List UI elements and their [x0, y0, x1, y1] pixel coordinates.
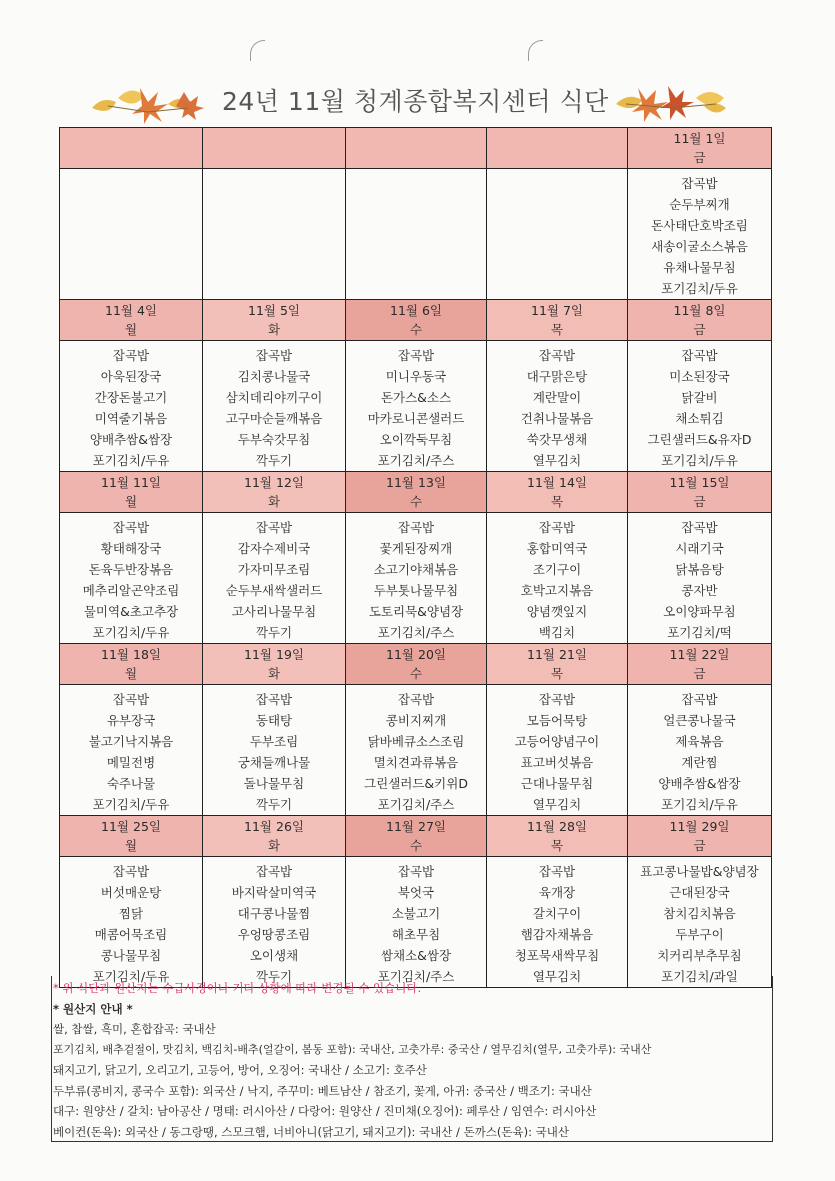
- change-notice: * 위 식단과 원산지는 수급사정이나 기타 상황에 따라 변경될 수 있습니다.: [53, 981, 422, 995]
- day-of-week: 월: [124, 322, 138, 337]
- dish: 미니우동국: [385, 369, 447, 384]
- dish: 잡곡밥: [255, 692, 293, 707]
- dish: 잡곡밥: [538, 864, 576, 879]
- dish: 잡곡밥: [397, 520, 435, 535]
- day-header: [203, 816, 346, 857]
- day-header: [346, 472, 487, 513]
- dish: 돌나물무침: [243, 776, 305, 791]
- day-of-week: 월: [124, 666, 138, 681]
- day-menu-empty: [203, 169, 346, 300]
- dish: 간장돈불고기: [94, 390, 168, 405]
- day-menu: [487, 857, 628, 988]
- week-2-header-row: [60, 300, 772, 341]
- dish: 잡곡밥: [112, 520, 150, 535]
- origin-line: 돼지고기, 닭고기, 오리고기, 고등어, 방어, 오징어: 국내산 / 소고기: 호주산: [53, 1063, 427, 1077]
- dish: 계란찜: [681, 755, 718, 770]
- dish: 갈치구이: [532, 906, 582, 921]
- day-menu-empty: [60, 169, 203, 300]
- dish: 고구마순들깨볶음: [225, 411, 323, 426]
- day-header: [487, 128, 628, 169]
- day-menu: [60, 857, 203, 988]
- dish: 깍두기: [255, 969, 293, 984]
- dish: 유부장국: [106, 713, 156, 728]
- dish: 잡곡밥: [681, 176, 718, 191]
- dish: 두부구이: [675, 927, 724, 942]
- dish: 바지락살미역국: [231, 885, 317, 900]
- dish: 잡곡밥: [681, 692, 718, 707]
- origin-line: 베이컨(돈육): 외국산 / 동그랑땡, 스모크햄, 너비아니(닭고기, 돼지고기): 국내산 / 돈까스(돈육): 국내산: [53, 1124, 569, 1139]
- day-date: 11월 8일: [673, 303, 726, 318]
- dish: 포기김치/두유: [661, 453, 738, 468]
- day-date: 11월 12일: [244, 475, 304, 490]
- dish: 양념깻잎지: [526, 604, 588, 619]
- page-title: 24년 11월 청계종합복지센터 식단: [222, 87, 609, 116]
- dish: 돈사태단호박조림: [651, 218, 748, 233]
- dish: 참치김치볶음: [663, 906, 736, 921]
- day-menu: [60, 685, 203, 816]
- dish: 잡곡밥: [397, 348, 435, 363]
- dish: 홍합미역국: [526, 541, 588, 556]
- day-of-week: 목: [550, 666, 564, 681]
- dish: 잡곡밥: [255, 348, 293, 363]
- week-4-header-row: [60, 644, 772, 685]
- day-header: [628, 472, 772, 513]
- week-3-menu-row: [60, 513, 772, 644]
- day-date: 11월 15일: [669, 475, 730, 490]
- day-date: 11월 28일: [527, 819, 587, 834]
- dish: 꽃게된장찌개: [379, 541, 453, 556]
- dish: 그린샐러드&유자D: [647, 432, 752, 447]
- dish: 미소된장국: [669, 369, 730, 384]
- dish: 소불고기: [391, 906, 441, 921]
- dish: 포기김치/주스: [377, 797, 455, 812]
- dish: 돈가스&소스: [380, 390, 452, 405]
- dish: 포기김치/두유: [661, 281, 738, 296]
- dish: 돈육두반장볶음: [88, 562, 174, 577]
- dish: 잡곡밥: [538, 692, 576, 707]
- dish: 육개장: [538, 885, 576, 900]
- dish: 닭갈비: [681, 390, 718, 405]
- day-date: 11월 29일: [669, 819, 730, 834]
- dish: 조기구이: [532, 562, 582, 577]
- dish: 콩비지찌개: [385, 713, 447, 728]
- day-header: [60, 128, 203, 169]
- day-menu: [203, 513, 346, 644]
- dish: 치커리부추무침: [657, 948, 742, 963]
- day-date: 11월 18일: [101, 647, 161, 662]
- day-date: 11월 4일: [105, 303, 157, 318]
- day-of-week: 금: [693, 150, 706, 165]
- dish: 대구콩나물찜: [237, 906, 311, 921]
- day-menu: [628, 341, 772, 472]
- day-header: [60, 816, 203, 857]
- day-date: 11월 1일: [673, 131, 726, 146]
- dish: 청포묵새싹무침: [514, 948, 600, 963]
- dish: 잡곡밥: [397, 864, 435, 879]
- day-date: 11월 11일: [101, 475, 161, 490]
- day-menu: [203, 857, 346, 988]
- dish: 동태탕: [255, 713, 293, 728]
- day-header: [203, 300, 346, 341]
- week-2-menu-row: [60, 341, 772, 472]
- dish: 북엇국: [397, 885, 435, 900]
- dish: 근대나물무침: [520, 776, 594, 791]
- day-header: [60, 472, 203, 513]
- day-menu: [628, 169, 772, 300]
- day-of-week: 목: [550, 322, 564, 337]
- dish: 포기김치/두유: [92, 453, 170, 468]
- dish: 버섯매운탕: [100, 885, 162, 900]
- dish: 포기김치/주스: [377, 625, 455, 640]
- dish: 가자미무조림: [237, 562, 311, 577]
- dish: 얼큰콩나물국: [663, 713, 736, 728]
- dish: 물미역&초고추장: [83, 604, 179, 619]
- week-3-header-row: [60, 472, 772, 513]
- dish: 표고콩나물밥&양념장: [640, 864, 759, 879]
- day-date: 11월 5일: [248, 303, 300, 318]
- dish: 순두부새싹샐러드: [225, 583, 323, 598]
- day-header: [346, 300, 487, 341]
- dish: 마카로니콘샐러드: [367, 411, 465, 426]
- dish: 두부조림: [249, 734, 299, 749]
- day-menu: [203, 685, 346, 816]
- dish: 양배추쌈&쌈장: [89, 432, 173, 447]
- week-5-header-row: [60, 816, 772, 857]
- day-header: [203, 472, 346, 513]
- day-of-week: 수: [409, 494, 423, 509]
- dish: 잡곡밥: [538, 348, 576, 363]
- day-header: [487, 644, 628, 685]
- day-header: [346, 128, 487, 169]
- dish: 미역줄기볶음: [94, 411, 168, 426]
- autumn-leaves-left-icon: [88, 78, 206, 124]
- day-of-week: 금: [693, 838, 706, 853]
- dish: 호박고지볶음: [520, 583, 594, 598]
- dish: 우엉땅콩조림: [237, 927, 311, 942]
- day-header: [203, 644, 346, 685]
- dish: 깍두기: [255, 797, 293, 812]
- dish: 잡곡밥: [397, 692, 435, 707]
- day-date: 11월 19일: [244, 647, 304, 662]
- dish: 김치콩나물국: [237, 369, 311, 384]
- day-of-week: 화: [267, 494, 281, 509]
- day-of-week: 금: [693, 666, 706, 681]
- dish: 깍두기: [255, 625, 293, 640]
- dish: 잡곡밥: [681, 520, 718, 535]
- dish: 대구맑은탕: [526, 369, 588, 384]
- day-date: 11월 21일: [527, 647, 587, 662]
- dish: 오이생채: [249, 948, 299, 963]
- day-of-week: 화: [267, 838, 281, 853]
- day-menu: [60, 513, 203, 644]
- dish: 채소튀김: [675, 411, 724, 426]
- dish: 고등어양념구이: [514, 734, 600, 749]
- day-of-week: 목: [550, 494, 564, 509]
- dish: 잡곡밥: [112, 864, 150, 879]
- dish: 잡곡밥: [255, 864, 293, 879]
- dish: 닭바베큐소스조림: [367, 734, 465, 749]
- week-4-menu-row: [60, 685, 772, 816]
- day-of-week: 월: [124, 494, 138, 509]
- dish: 감자수제비국: [237, 541, 311, 556]
- dish: 포기김치/떡: [667, 625, 732, 640]
- day-header: [628, 816, 772, 857]
- day-menu-empty: [346, 169, 487, 300]
- day-header: [628, 644, 772, 685]
- day-of-week: 금: [693, 494, 706, 509]
- day-date: 11월 20일: [386, 647, 446, 662]
- day-of-week: 수: [409, 322, 423, 337]
- day-date: 11월 6일: [390, 303, 442, 318]
- dish: 모듬어묵탕: [526, 713, 588, 728]
- day-date: 11월 13일: [386, 475, 446, 490]
- menu-table: [59, 127, 772, 988]
- day-menu: [628, 685, 772, 816]
- day-menu: [487, 513, 628, 644]
- dish: 표고버섯볶음: [520, 755, 594, 770]
- day-date: 11월 25일: [101, 819, 161, 834]
- dish: 포기김치/두유: [92, 969, 170, 984]
- dish: 그린샐러드&키위D: [364, 776, 468, 791]
- dish: 열무김치: [532, 969, 582, 984]
- dish: 포기김치/두유: [92, 625, 170, 640]
- day-header: [487, 816, 628, 857]
- origin-line: 쌀, 찹쌀, 흑미, 혼합잡곡: 국내산: [53, 1022, 216, 1036]
- dish: 깍두기: [255, 453, 293, 468]
- day-header: [487, 300, 628, 341]
- dish: 포기김치/두유: [661, 797, 738, 812]
- day-of-week: 화: [267, 666, 281, 681]
- dish: 열무김치: [532, 797, 582, 812]
- dish: 잡곡밥: [681, 348, 718, 363]
- dish: 계란말이: [532, 390, 582, 405]
- day-menu: [628, 857, 772, 988]
- day-date: 11월 22일: [669, 647, 730, 662]
- dish: 순두부찌개: [669, 197, 730, 212]
- day-menu: [203, 341, 346, 472]
- origin-heading: * 원산지 안내 *: [53, 1001, 133, 1016]
- day-header: [203, 128, 346, 169]
- dish: 아욱된장국: [100, 369, 162, 384]
- dish: 두부톳나물무침: [373, 583, 459, 598]
- dish: 불고기낙지볶음: [88, 734, 174, 749]
- dish: 시래기국: [675, 541, 724, 556]
- week-5-menu-row: [60, 857, 772, 988]
- dish: 해초무침: [391, 927, 441, 942]
- dish: 양배추쌈&쌈장: [658, 776, 741, 791]
- dish: 잡곡밥: [112, 348, 150, 363]
- dish: 닭볶음탕: [675, 562, 724, 577]
- week-1-menu-row: [60, 169, 772, 300]
- dish: 두부숙갓무침: [237, 432, 311, 447]
- day-header: [487, 472, 628, 513]
- origin-line: 두부류(콩비지, 콩국수 포함): 외국산 / 낙지, 주꾸미: 베트남산 / 참조기, 꽃게, 아귀: 중국산 / 백조기: 국내산: [53, 1083, 592, 1098]
- binder-hole-left: [250, 40, 265, 61]
- dish: 황태해장국: [100, 541, 162, 556]
- day-of-week: 수: [409, 666, 423, 681]
- dish: 포기김치/과일: [661, 969, 738, 984]
- dish: 근대된장국: [669, 885, 730, 900]
- dish: 포기김치/주스: [377, 969, 455, 984]
- day-menu: [346, 857, 487, 988]
- dish: 쑥갓무생채: [526, 432, 588, 447]
- day-header: [628, 128, 772, 169]
- day-of-week: 목: [550, 838, 564, 853]
- origin-line: 포기김치, 배추겉절이, 맛김치, 백김치-배추(얼갈이, 봄동 포함): 국내산, 고춧가루: 중국산 / 열무김치(열무, 고춧가루): 국내산: [53, 1042, 652, 1056]
- dish: 숙주나물: [106, 776, 156, 791]
- dish: 오이양파무침: [663, 604, 736, 619]
- day-header: [346, 816, 487, 857]
- dish: 메밀전병: [106, 755, 156, 770]
- dish: 건취나물볶음: [520, 411, 594, 426]
- day-date: 11월 7일: [531, 303, 583, 318]
- dish: 잡곡밥: [112, 692, 150, 707]
- dish: 포기김치/주스: [377, 453, 455, 468]
- dish: 매콤어묵조림: [94, 927, 168, 942]
- day-header: [628, 300, 772, 341]
- origin-line: 대구: 원양산 / 갈치: 남아공산 / 명태: 러시아산 / 다랑어: 원양산 / 진미채(오징어): 페루산 / 임연수: 러시아산: [53, 1104, 597, 1118]
- day-menu-empty: [487, 169, 628, 300]
- day-date: 11월 27일: [386, 819, 446, 834]
- day-of-week: 금: [693, 322, 706, 337]
- day-menu: [487, 341, 628, 472]
- dish: 오이깍둑무침: [379, 432, 453, 447]
- day-of-week: 월: [124, 838, 138, 853]
- dish: 멸치견과류볶음: [373, 755, 459, 770]
- dish: 잡곡밥: [538, 520, 576, 535]
- dish: 콩나물무침: [100, 948, 162, 963]
- dish: 잡곡밥: [255, 520, 293, 535]
- dish: 소고기야채볶음: [373, 562, 459, 577]
- day-menu: [346, 341, 487, 472]
- dish: 콩자반: [681, 583, 718, 598]
- dish: 햄감자채볶음: [520, 927, 594, 942]
- dish: 도토리묵&양념장: [368, 604, 464, 619]
- dish: 포기김치/두유: [92, 797, 170, 812]
- day-date: 11월 26일: [244, 819, 304, 834]
- dish: 유채나물무침: [663, 260, 736, 275]
- dish: 쌈채소&쌈장: [380, 948, 452, 963]
- day-of-week: 화: [267, 322, 281, 337]
- dish: 새송이굴소스볶음: [651, 239, 748, 254]
- notes-box: [51, 976, 773, 1142]
- day-of-week: 수: [409, 838, 423, 853]
- day-menu: [346, 513, 487, 644]
- day-header: [60, 644, 203, 685]
- day-menu: [60, 341, 203, 472]
- dish: 열무김치: [532, 453, 582, 468]
- dish: 삼치데리야끼구이: [225, 390, 323, 405]
- autumn-leaves-right-icon: [612, 78, 730, 124]
- day-menu: [487, 685, 628, 816]
- dish: 궁채들깨나물: [237, 755, 311, 770]
- dish: 메추리알곤약조림: [82, 583, 180, 598]
- day-menu: [628, 513, 772, 644]
- day-header: [60, 300, 203, 341]
- day-menu: [346, 685, 487, 816]
- dish: 제육볶음: [675, 734, 724, 749]
- day-date: 11월 14일: [527, 475, 587, 490]
- title-row: [0, 78, 835, 126]
- dish: 백김치: [538, 625, 576, 640]
- day-header: [346, 644, 487, 685]
- dish: 고사리나물무침: [231, 604, 317, 619]
- week-1-header-row: [60, 128, 772, 169]
- dish: 찜닭: [118, 906, 144, 921]
- binder-hole-right: [528, 40, 543, 61]
